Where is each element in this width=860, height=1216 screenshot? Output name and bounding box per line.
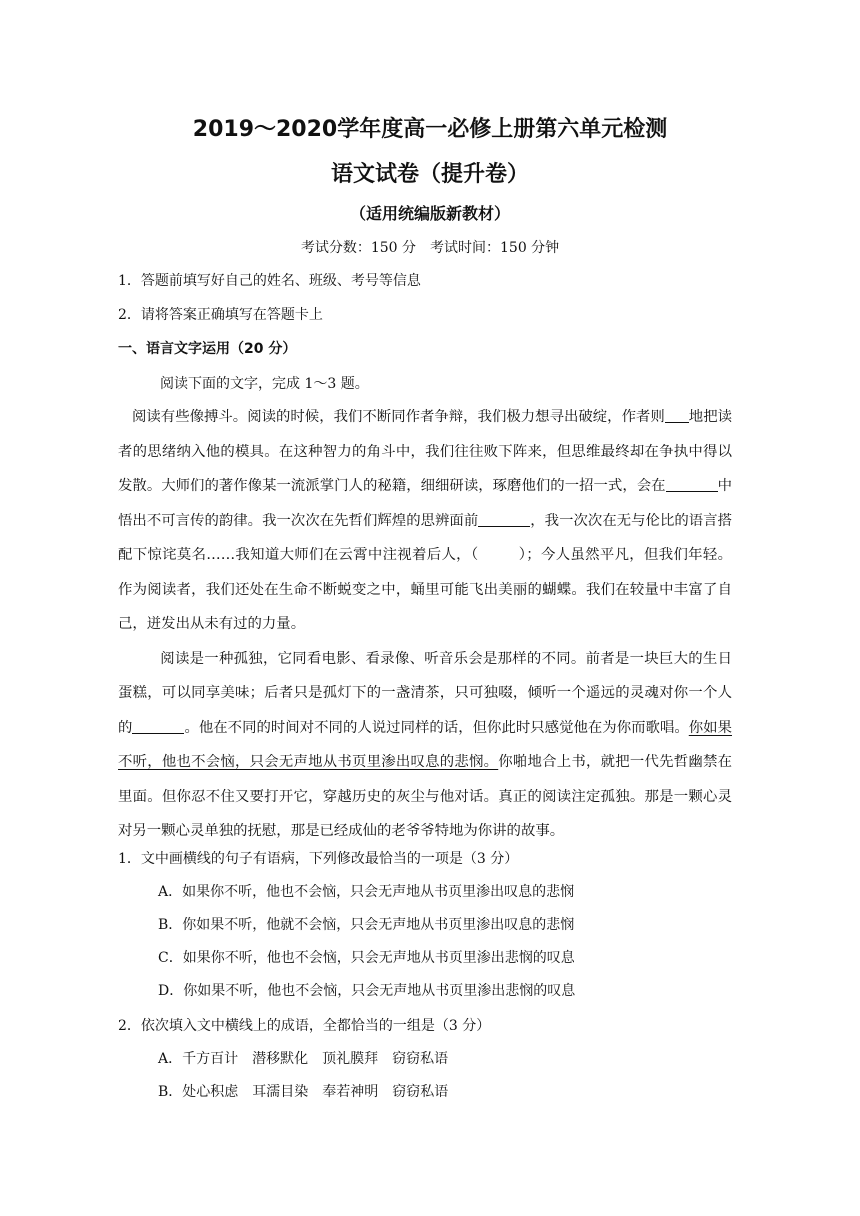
exam-title: 2019～2020学年度高一必修上册第六单元检测 <box>192 117 668 142</box>
paragraph-1: 阅读有些像搏斗。阅读的时候，我们不断同作者争辩，我们极力想寻出破绽，作者则 地把读者的思绪纳入他的模具。在这种智力的角斗中，我们往往败下阵来，但思维最终却在争执中得以发散。大师们的著作像某一流派掌门人的秘籍，细细研读，琢磨他们的一招一式，会在 中悟出不可言传的韵律。我一次次在先哲们辉煌的思辨面前 ，我一次次在无与伦比的语言搭配下惊诧莫名……我知道大师们在云霄中注视着后人，（ ）；今人虽然平凡，但我们年轻。作为阅读者，我们还处在生命不断蜕变之中，蛹里可能飞出美丽的蝴蝶。我们在较量中丰富了自己，迸发出从未有过的力量。 <box>118 400 732 642</box>
fill-blank <box>132 717 184 734</box>
question-1-stem: 1．文中画横线的句子有语病，下列修改最恰当的一项是（3 分） <box>118 851 519 867</box>
fill-blank <box>666 475 718 492</box>
question-1-option-d: D．你如果不听，他也不会恼，只会无声地从书页里渗出悲悯的叹息 <box>158 983 576 999</box>
fill-blank <box>478 510 530 527</box>
question-2-stem: 2．依次填入文中横线上的成语，全都恰当的一组是（3 分） <box>118 1018 491 1034</box>
question-2-option-a: A．千方百计 潜移默化 顶礼膜拜 窃窃私语 <box>158 1051 449 1067</box>
question-2-option-b: B．处心积虑 耳濡目染 奉若神明 窃窃私语 <box>158 1084 449 1100</box>
reading-intro: 阅读下面的文字，完成 1～3 题。 <box>160 376 369 392</box>
question-1-option-a: A．如果你不听，他也不会恼，只会无声地从书页里渗出叹息的悲悯 <box>158 884 575 900</box>
instruction-2: 2．请将答案正确填写在答题卡上 <box>118 307 323 323</box>
exam-subtitle: 语文试卷（提升卷） <box>330 162 529 187</box>
question-1-option-b: B．你如果不听，他就不会恼，只会无声地从书页里渗出叹息的悲悯 <box>158 917 575 933</box>
paragraph-2: 阅读是一种孤独，它同看电影、看录像、听音乐会是那样的不同。前者是一块巨大的生日蛋糕，可以同享美味；后者只是孤灯下的一盏清茶，只可独啜，倾听一个遥远的灵魂对你一个人的 。他在不同的时间对不同的人说过同样的话，但你此时只感觉他在为你而歌唱。你如果不听，他也不会恼，只会无声地从书页里渗出叹息的悲悯。你啪地合上书，就把一代先哲幽禁在里面。但你忍不住又要打开它，穿越历史的灰尘与他对话。真正的阅读注定孤独。那是一颗心灵对另一颗心灵单独的抚慰，那是已经成仙的老爷爷特地为你讲的故事。 <box>118 650 732 839</box>
exam-info: 考试分数：150 分 考试时间：150 分钟 <box>300 240 560 256</box>
question-1-option-c: C．如果你不听，他也不会恼，只会无声地从书页里渗出悲悯的叹息 <box>158 950 575 966</box>
section-heading: 一、语言文字运用（20 分） <box>118 341 297 357</box>
fill-blank <box>665 406 689 423</box>
instruction-1: 1．答题前填写好自己的姓名、班级、考号等信息 <box>118 273 421 289</box>
edition-note: （适用统编版新教材） <box>349 204 510 223</box>
passage <box>118 400 732 849</box>
underlined-sentence: 你如果不听，他也不会恼，只会无声地从书页里渗出叹息的悲悯。 <box>118 719 732 770</box>
